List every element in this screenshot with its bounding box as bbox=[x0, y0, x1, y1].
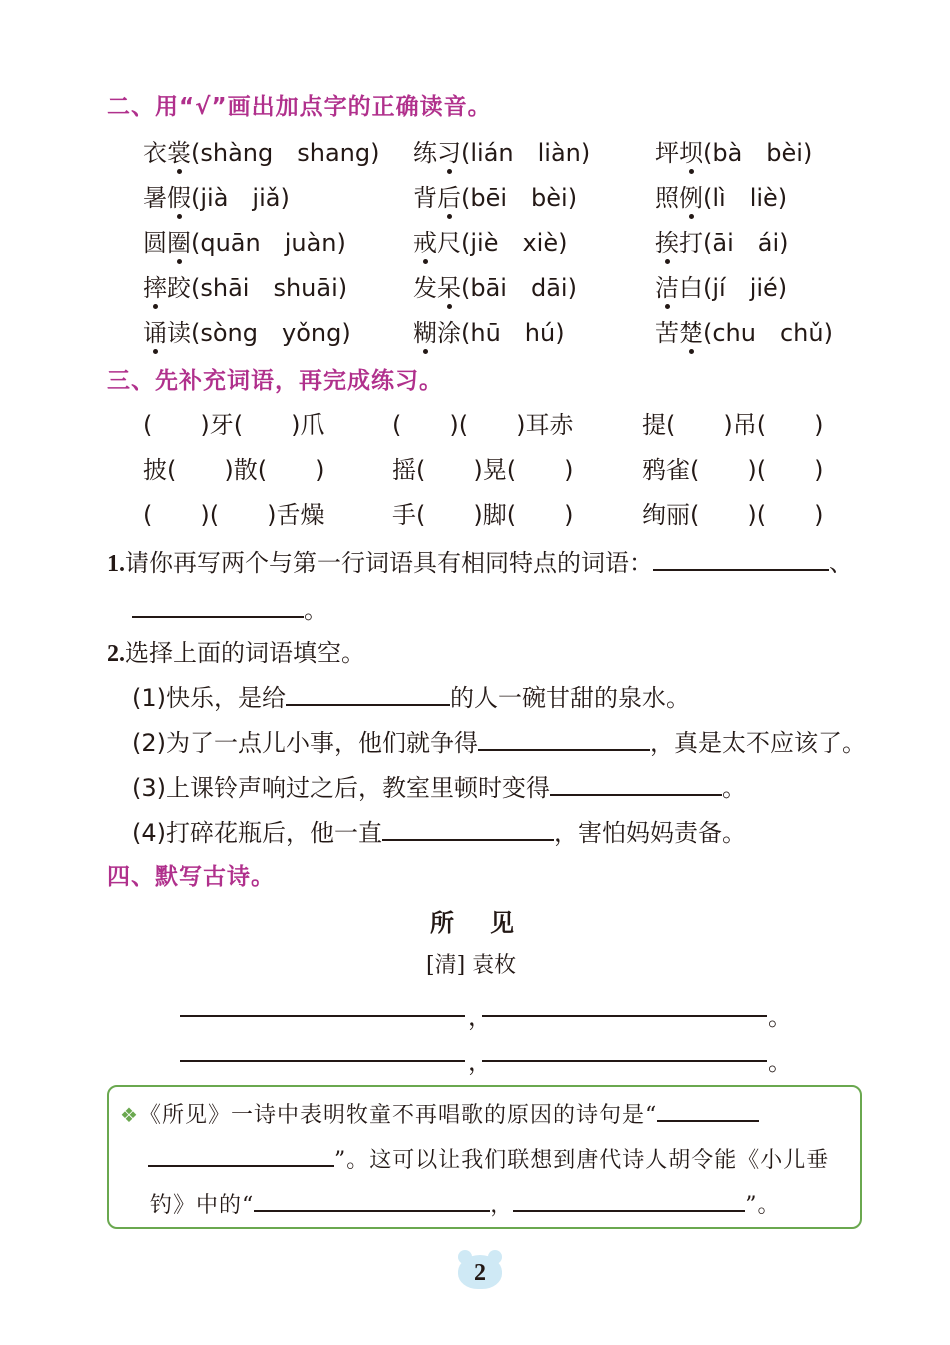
pinyin-item[interactable] bbox=[143, 223, 346, 258]
question-1-number: 1. bbox=[107, 551, 125, 577]
sub-question-text: (3)上课铃声响过之后，教室里顿时变得 bbox=[132, 774, 550, 802]
sub-question-text: (2)为了一点儿小事，他们就争得 bbox=[132, 729, 478, 757]
period: 。 bbox=[768, 1003, 792, 1031]
word-fill-item[interactable]: 披( )散( ) bbox=[143, 456, 325, 484]
dotted-char bbox=[143, 268, 167, 303]
pinyin-item[interactable] bbox=[655, 133, 812, 168]
box-line-3 bbox=[150, 1188, 781, 1219]
pinyin-options: 跤(shāi shuāi) bbox=[167, 274, 348, 302]
word-fill-item[interactable]: 手( )脚( ) bbox=[392, 501, 574, 529]
dotted-char-text: 呆 bbox=[437, 274, 461, 302]
dotted-char-text: 挨 bbox=[655, 229, 679, 257]
diamond-icon: ❖ bbox=[120, 1103, 139, 1127]
dotted-char bbox=[167, 133, 191, 168]
answer-blank[interactable] bbox=[382, 817, 554, 841]
dotted-char bbox=[413, 223, 437, 258]
pinyin-item[interactable] bbox=[413, 178, 577, 213]
dotted-char-text: 楚 bbox=[679, 319, 703, 347]
emphasis-dot bbox=[423, 259, 428, 264]
section2-heading: 二、用“√”画出加点字的正确读音。 bbox=[107, 94, 492, 120]
pinyin-item[interactable] bbox=[413, 223, 567, 258]
dotted-char bbox=[437, 178, 461, 213]
pinyin-options: (chu chǔ) bbox=[703, 319, 833, 347]
pinyin-options: 打(āi ái) bbox=[679, 229, 789, 257]
poem-line-blank[interactable] bbox=[180, 1015, 465, 1017]
box-line-2 bbox=[148, 1143, 829, 1174]
word-char: 苦 bbox=[655, 319, 679, 347]
answer-blank[interactable] bbox=[254, 1188, 490, 1212]
pinyin-item[interactable] bbox=[143, 268, 347, 303]
question-1-text: 请你再写两个与第一行词语具有相同特点的词语： bbox=[125, 549, 653, 577]
sub-question-text: ，害怕妈妈责备。 bbox=[554, 819, 746, 847]
poem-author: [清] 袁枚 bbox=[426, 953, 517, 978]
pinyin-item[interactable] bbox=[655, 178, 787, 213]
dotted-char-text: 裳 bbox=[167, 139, 191, 167]
emphasis-dot bbox=[665, 259, 670, 264]
poem-line-blank[interactable] bbox=[180, 1060, 465, 1062]
pinyin-item[interactable] bbox=[143, 178, 290, 213]
pinyin-item[interactable] bbox=[413, 133, 590, 168]
answer-blank[interactable] bbox=[478, 727, 650, 751]
dotted-char bbox=[437, 133, 461, 168]
box-text: ”。这可以让我们联想到唐代诗人胡令能《小儿垂 bbox=[334, 1148, 830, 1173]
dotted-char bbox=[167, 223, 191, 258]
word-char: 发 bbox=[413, 274, 437, 302]
emphasis-dot bbox=[665, 304, 670, 309]
dotted-char-text: 洁 bbox=[655, 274, 679, 302]
question-2-text: 选择上面的词语填空。 bbox=[125, 639, 365, 667]
dotted-char-text: 戒 bbox=[413, 229, 437, 257]
word-fill-item[interactable]: ( )牙( )爪 bbox=[143, 411, 325, 439]
word-fill-item[interactable]: ( )( )舌燥 bbox=[143, 501, 325, 529]
poem-title: 所见 bbox=[430, 909, 550, 937]
pinyin-options: (shàng shang) bbox=[191, 139, 380, 167]
pinyin-options: (lián liàn) bbox=[461, 139, 591, 167]
word-fill-item[interactable]: 鸦雀( )( ) bbox=[642, 456, 824, 484]
dotted-char bbox=[655, 223, 679, 258]
word-char: 圆 bbox=[143, 229, 167, 257]
dotted-char-text: 例 bbox=[679, 184, 703, 212]
poem-line-blank[interactable] bbox=[482, 1060, 767, 1062]
word-fill-item[interactable]: 摇( )晃( ) bbox=[392, 456, 574, 484]
word-char: 暑 bbox=[143, 184, 167, 212]
pinyin-options: (bāi dāi) bbox=[461, 274, 577, 302]
dotted-char-text: 习 bbox=[437, 139, 461, 167]
word-char: 坪 bbox=[655, 139, 679, 167]
dotted-char-text: 后 bbox=[437, 184, 461, 212]
pinyin-options: (jià jiǎ) bbox=[191, 184, 290, 212]
sub-question-text: 。 bbox=[722, 774, 746, 802]
emphasis-dot bbox=[447, 304, 452, 309]
page-number: 2 bbox=[458, 1255, 502, 1289]
pinyin-options: 涂(hū hú) bbox=[437, 319, 565, 347]
pinyin-options: 尺(jiè xiè) bbox=[437, 229, 568, 257]
dotted-char-text: 坝 bbox=[679, 139, 703, 167]
question-1 bbox=[107, 543, 853, 578]
answer-blank[interactable] bbox=[148, 1143, 334, 1167]
dotted-char-text: 诵 bbox=[143, 319, 167, 347]
emphasis-dot bbox=[153, 304, 158, 309]
sub-question-text: 的人一碗甘甜的泉水。 bbox=[450, 684, 690, 712]
section4-heading: 四、默写古诗。 bbox=[107, 864, 275, 890]
emphasis-dot bbox=[447, 214, 452, 219]
word-fill-item[interactable]: 提( )吊( ) bbox=[642, 411, 824, 439]
pinyin-item[interactable] bbox=[655, 268, 787, 303]
dotted-char-text: 糊 bbox=[413, 319, 437, 347]
answer-blank[interactable] bbox=[132, 594, 304, 618]
section3-heading: 三、先补充词语，再完成练习。 bbox=[107, 368, 443, 394]
pinyin-item[interactable] bbox=[143, 313, 351, 348]
dotted-char bbox=[167, 178, 191, 213]
sub-question-4 bbox=[132, 813, 746, 848]
answer-blank[interactable] bbox=[657, 1098, 759, 1122]
pinyin-item[interactable] bbox=[413, 313, 565, 348]
emphasis-dot bbox=[177, 169, 182, 174]
emphasis-dot bbox=[153, 349, 158, 354]
poem-line-blank[interactable] bbox=[482, 1015, 767, 1017]
word-char: 背 bbox=[413, 184, 437, 212]
dotted-char-text: 假 bbox=[167, 184, 191, 212]
dotted-char bbox=[143, 313, 167, 348]
question-2-number: 2. bbox=[107, 641, 125, 667]
dotted-char-text: 圈 bbox=[167, 229, 191, 257]
dotted-char bbox=[655, 268, 679, 303]
pinyin-options: (bēi bèi) bbox=[461, 184, 578, 212]
emphasis-dot bbox=[177, 214, 182, 219]
pinyin-options: (quān juàn) bbox=[191, 229, 346, 257]
period: 。 bbox=[768, 1048, 792, 1076]
emphasis-dot bbox=[689, 214, 694, 219]
box-line-1 bbox=[120, 1098, 759, 1129]
sub-question-text: (1)快乐，是给 bbox=[132, 684, 286, 712]
pinyin-item[interactable] bbox=[413, 268, 577, 303]
box-text: 《所见》一诗中表明牧童不再唱歌的原因的诗句是“ bbox=[138, 1103, 658, 1128]
word-fill-item[interactable]: 绚丽( )( ) bbox=[642, 501, 824, 529]
dotted-char bbox=[413, 313, 437, 348]
pinyin-options: 读(sòng yǒng) bbox=[167, 319, 351, 347]
dotted-char bbox=[679, 133, 703, 168]
sub-question-text: ，真是太不应该了。 bbox=[650, 729, 866, 757]
question-1-line2 bbox=[132, 590, 328, 625]
dotted-char bbox=[437, 268, 461, 303]
emphasis-dot bbox=[423, 349, 428, 354]
pinyin-item[interactable] bbox=[655, 313, 833, 348]
word-char: 练 bbox=[413, 139, 437, 167]
emphasis-dot bbox=[177, 259, 182, 264]
answer-blank[interactable] bbox=[550, 772, 722, 796]
dotted-char-text: 摔 bbox=[143, 274, 167, 302]
box-text: ， bbox=[490, 1193, 514, 1218]
pinyin-item[interactable] bbox=[655, 223, 788, 258]
dotted-char bbox=[679, 313, 703, 348]
word-char: 照 bbox=[655, 184, 679, 212]
sub-question-text: (4)打碎花瓶后，他一直 bbox=[132, 819, 382, 847]
dotted-char bbox=[679, 178, 703, 213]
answer-blank[interactable] bbox=[286, 682, 450, 706]
emphasis-dot bbox=[447, 169, 452, 174]
word-char: 衣 bbox=[143, 139, 167, 167]
pinyin-options: (lì liè) bbox=[703, 184, 788, 212]
pinyin-item[interactable] bbox=[143, 133, 379, 168]
emphasis-dot bbox=[689, 349, 694, 354]
box-text: 钓》中的“ bbox=[150, 1193, 255, 1218]
question-2 bbox=[107, 633, 365, 668]
comma: ， bbox=[468, 1048, 492, 1076]
word-fill-item[interactable]: ( )( )耳赤 bbox=[392, 411, 574, 439]
box-text: ”。 bbox=[745, 1193, 781, 1218]
pinyin-options: 白(jí jié) bbox=[679, 274, 788, 302]
emphasis-dot bbox=[689, 169, 694, 174]
sub-question-3 bbox=[132, 768, 746, 803]
comma: ， bbox=[468, 1003, 492, 1031]
sub-question-2 bbox=[132, 723, 866, 758]
answer-blank[interactable] bbox=[513, 1188, 745, 1212]
pinyin-options: (bà bèi) bbox=[703, 139, 813, 167]
answer-blank[interactable] bbox=[653, 547, 829, 571]
period: 。 bbox=[304, 596, 328, 624]
sub-question-1 bbox=[132, 678, 690, 713]
separator: 、 bbox=[829, 549, 853, 577]
